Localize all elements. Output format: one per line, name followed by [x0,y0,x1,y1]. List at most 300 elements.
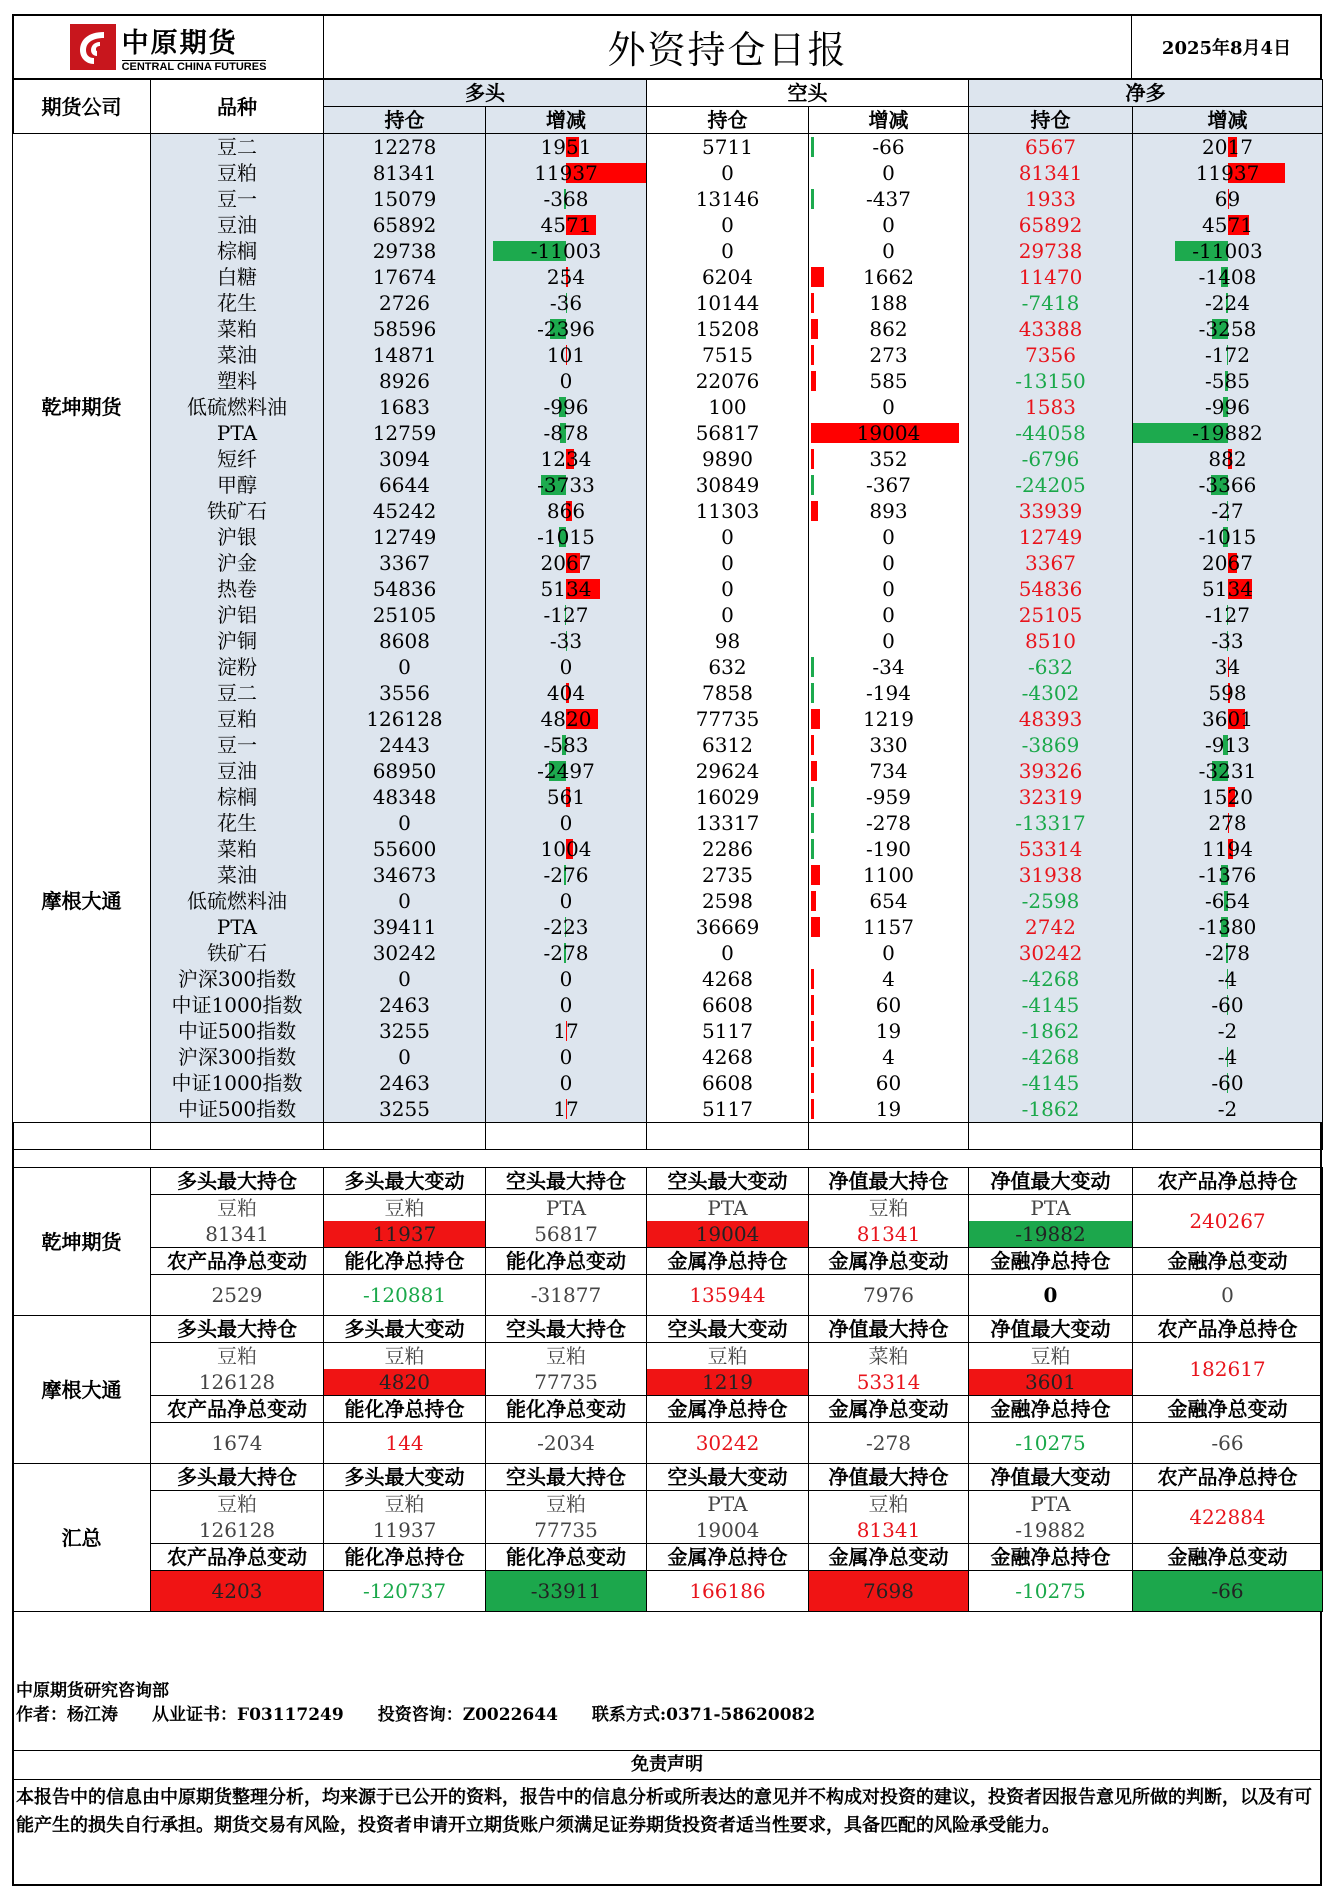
cell-short-hold: 11303 [647,498,809,524]
cell-sc [809,888,969,914]
cell-long-hold: 12759 [324,420,486,446]
table-row [13,368,1323,394]
summary-label-row [13,1168,1323,1195]
change-bar [811,995,814,1015]
table-row [13,732,1323,758]
cell-value: 69 [1214,187,1241,211]
cell-net-hold: 81341 [969,160,1133,186]
cell-long-hold: 3255 [324,1018,486,1044]
change-bar [811,709,820,729]
summary-label: 农产品净总持仓 [1133,1168,1323,1195]
cell-short-hold: 5117 [647,1096,809,1123]
change-bar [811,475,814,495]
cell-long-hold: 126128 [324,706,486,732]
cell-sc [809,524,969,550]
summary-bottom-value: -278 [809,1423,969,1464]
summary-label: 多头最大持仓 [151,1168,324,1195]
cell-lc [486,758,647,784]
cell-value: 34 [1214,655,1241,679]
cell-value: -959 [866,785,911,809]
summary-value: 53314 [809,1369,969,1396]
product-name: 中证500指数 [151,1018,324,1044]
summary-value: 19004 [647,1221,809,1248]
summary-label: 金融净总变动 [1133,1396,1323,1423]
cell-sc [809,836,969,862]
cell-nc [1133,264,1323,290]
cell-sc [809,680,969,706]
product-name: 花生 [151,290,324,316]
summary-bottom-value: -31877 [486,1275,647,1316]
cell-value: 188 [869,291,908,315]
summary-value: 3601 [969,1369,1133,1396]
cell-nc [1133,160,1323,186]
table-row [13,550,1323,576]
cell-sc [809,732,969,758]
cell-value: 0 [559,369,573,393]
company-name: 乾坤期货 [13,134,151,681]
summary-table [12,1167,1323,1612]
summary-value: 56817 [486,1221,647,1248]
cell-short-hold: 5711 [647,134,809,161]
summary-bottom-value: -10275 [969,1571,1133,1612]
cell-value: 0 [882,941,895,965]
cell-value: -996 [1205,395,1250,419]
summary-value: 11937 [324,1517,486,1544]
cell-long-hold: 2463 [324,1070,486,1096]
product-name: 热卷 [151,576,324,602]
summary-bottom-value: -66 [1133,1423,1323,1464]
cell-value: 101 [546,343,586,367]
cell-long-hold: 12749 [324,524,486,550]
cell-sc [809,1044,969,1070]
cell-long-hold: 54836 [324,576,486,602]
cell-value: -1376 [1198,863,1257,887]
cell-sc [809,914,969,940]
cell-value: -60 [1211,993,1244,1017]
cell-net-hold: 7356 [969,342,1133,368]
cell-short-hold: 13146 [647,186,809,212]
cell-value: -36 [549,291,583,315]
cell-short-hold: 0 [647,238,809,264]
summary-label: 能化净总变动 [486,1544,647,1571]
cell-net-hold: -1862 [969,1018,1133,1044]
table-row [13,446,1323,472]
summary-bottom-value: 0 [1133,1275,1323,1316]
logo-english: CENTRAL CHINA FUTURES [121,60,267,73]
summary-label: 净值最大持仓 [809,1316,969,1343]
summary-value: 4820 [324,1369,486,1396]
summary-bottom-value: 135944 [647,1275,809,1316]
cell-long-hold: 65892 [324,212,486,238]
cell-nc [1133,186,1323,212]
cell-value: 4 [882,1045,895,1069]
summary-product: PTA [647,1195,809,1222]
summary-bottom-value: -33911 [486,1571,647,1612]
cell-short-hold: 5117 [647,1018,809,1044]
change-bar [811,501,818,521]
product-name: 淀粉 [151,654,324,680]
cell-nc [1133,784,1323,810]
summary-label: 能化净总持仓 [324,1396,486,1423]
summary-value: 126128 [151,1517,324,1544]
summary-label: 多头最大持仓 [151,1464,324,1491]
cell-net-hold: 39326 [969,758,1133,784]
table-row [13,654,1323,680]
cell-lc [486,472,647,498]
cell-lc [486,160,647,186]
company-logo [70,21,267,73]
cell-net-hold: -4145 [969,1070,1133,1096]
cell-value: -1380 [1198,915,1257,939]
summary-label: 多头最大变动 [324,1316,486,1343]
cell-value: -2497 [537,759,595,783]
cell-value: 654 [869,889,908,913]
cell-value: 734 [869,759,908,783]
cell-sc [809,966,969,992]
cell-long-hold: 45242 [324,498,486,524]
cell-sc [809,368,969,394]
summary-label: 净值最大变动 [969,1168,1133,1195]
cell-value: -1015 [537,525,595,549]
cell-long-hold: 15079 [324,186,486,212]
summary-label: 金融净总持仓 [969,1248,1133,1275]
cell-value: -654 [1205,889,1250,913]
cell-net-hold: 43388 [969,316,1133,342]
table-row [13,498,1323,524]
cell-value: 5134 [540,577,592,601]
summary-label: 金属净总变动 [809,1396,969,1423]
summary-label: 多头最大变动 [324,1168,486,1195]
table-row [13,784,1323,810]
logo-mark-icon [70,24,116,70]
cell-value: 0 [882,213,895,237]
cell-long-hold: 3367 [324,550,486,576]
product-name: 塑料 [151,368,324,394]
cell-value: -276 [543,863,589,887]
cell-net-hold: 48393 [969,706,1133,732]
col-company: 期货公司 [13,80,151,134]
cell-lc [486,862,647,888]
product-name: 白糖 [151,264,324,290]
cell-value: -367 [866,473,911,497]
cell-lc [486,992,647,1018]
summary-label: 多头最大变动 [324,1464,486,1491]
cell-value: -1408 [1198,265,1257,289]
cell-value: 17 [553,1019,579,1043]
table-row [13,602,1323,628]
table-row [13,472,1323,498]
product-name: 低硫燃料油 [151,888,324,914]
cell-sc [809,420,969,446]
cell-value: 254 [546,265,586,289]
logo-cell [12,14,324,79]
summary-label: 金融净总变动 [1133,1544,1323,1571]
cell-value: 1662 [863,265,914,289]
summary-label-row [13,1396,1323,1423]
cell-value: -4 [1217,1045,1238,1069]
col-net-change: 增减 [1133,107,1323,134]
company-name: 摩根大通 [13,680,151,1123]
summary-bottom-value: -10275 [969,1423,1133,1464]
cell-value: 866 [546,499,586,523]
cell-sc [809,238,969,264]
cell-sc [809,394,969,420]
summary-product: 豆粕 [151,1491,324,1518]
summary-label: 金融净总持仓 [969,1396,1133,1423]
cell-net-hold: 25105 [969,602,1133,628]
cell-net-hold: 6567 [969,134,1133,161]
summary-label: 空头最大持仓 [486,1316,647,1343]
summary-label: 净值最大持仓 [809,1464,969,1491]
cell-long-hold: 48348 [324,784,486,810]
product-name: 沪金 [151,550,324,576]
cell-lc [486,316,647,342]
table-row [13,212,1323,238]
table-row [13,1018,1323,1044]
logo-chinese: 中原期货 [121,27,238,59]
product-name: 棕榈 [151,784,324,810]
cell-long-hold: 25105 [324,602,486,628]
cell-lc [486,368,647,394]
cell-long-hold: 0 [324,810,486,836]
author-info: 作者：杨江涛 从业证书：F03117249 投资咨询：Z0022644 联系方式:0371-58620082 [16,1705,816,1725]
cell-short-hold: 16029 [647,784,809,810]
summary-value: -19882 [969,1517,1133,1544]
cell-net-hold: 1583 [969,394,1133,420]
cell-lc [486,550,647,576]
summary-bottom-value: 144 [324,1423,486,1464]
cell-value: -11003 [1192,239,1263,263]
summary-product-row [13,1491,1323,1518]
cell-net-hold: 32319 [969,784,1133,810]
cell-short-hold: 4268 [647,966,809,992]
cell-value: 60 [875,993,902,1017]
cell-lc [486,134,647,161]
cell-short-hold: 29624 [647,758,809,784]
summary-value-row [13,1221,1323,1248]
table-row [13,290,1323,316]
change-bar [811,345,814,365]
cell-value: 0 [559,811,573,835]
cell-lc [486,836,647,862]
cell-net-hold: 53314 [969,836,1133,862]
department: 中原期货研究咨询部 [16,1681,169,1701]
product-name: PTA [151,420,324,446]
cell-value: 0 [882,629,895,653]
cell-short-hold: 0 [647,550,809,576]
cell-short-hold: 2286 [647,836,809,862]
cell-value: -3733 [537,473,595,497]
cell-lc [486,784,647,810]
cell-value: 0 [882,551,895,575]
cell-value: 1004 [540,837,592,861]
summary-agri-net: 182617 [1133,1343,1323,1396]
cell-value: 60 [875,1071,902,1095]
cell-value: -437 [866,187,911,211]
cell-net-hold: -2598 [969,888,1133,914]
cell-short-hold: 6608 [647,992,809,1018]
summary-value: 11937 [324,1221,486,1248]
cell-long-hold: 14871 [324,342,486,368]
change-bar [811,865,820,885]
cell-nc [1133,810,1323,836]
cell-lc [486,732,647,758]
summary-product: 豆粕 [969,1343,1133,1370]
cell-nc [1133,680,1323,706]
summary-value: 1219 [647,1369,809,1396]
product-name: 铁矿石 [151,498,324,524]
summary-bottom-value: 1674 [151,1423,324,1464]
cell-lc [486,342,647,368]
cell-sc [809,186,969,212]
cell-sc [809,160,969,186]
cell-value: 1951 [540,135,592,159]
cell-lc [486,1070,647,1096]
product-name: 中证500指数 [151,1096,324,1123]
table-row [13,524,1323,550]
cell-lc [486,394,647,420]
cell-value: 0 [882,395,895,419]
summary-product: 豆粕 [647,1343,809,1370]
cell-nc [1133,498,1323,524]
cell-nc [1133,732,1323,758]
cell-net-hold: -4145 [969,992,1133,1018]
cell-short-hold: 100 [647,394,809,420]
cell-short-hold: 30849 [647,472,809,498]
cell-long-hold: 3556 [324,680,486,706]
summary-product: 豆粕 [809,1195,969,1222]
cell-lc [486,1044,647,1070]
summary-label: 金属净总持仓 [647,1396,809,1423]
table-row [13,264,1323,290]
change-bar [811,891,816,911]
cell-value: -3258 [1198,317,1257,341]
summary-product: PTA [647,1491,809,1518]
col-net-hold: 持仓 [969,107,1133,134]
summary-bottom-value: -120737 [324,1571,486,1612]
cell-short-hold: 36669 [647,914,809,940]
product-name: 沪银 [151,524,324,550]
summary-product-row [13,1343,1323,1370]
summary-product: 豆粕 [151,1195,324,1222]
summary-value: 81341 [151,1221,324,1248]
cell-long-hold: 29738 [324,238,486,264]
product-name: 豆一 [151,186,324,212]
cell-value: -194 [866,681,911,705]
summary-label: 空头最大变动 [647,1316,809,1343]
cell-value: 3601 [1202,707,1253,731]
product-name: 菜粕 [151,836,324,862]
summary-bottom-value: 166186 [647,1571,809,1612]
summary-label-row [13,1544,1323,1571]
cell-short-hold: 0 [647,940,809,966]
summary-product: PTA [969,1195,1133,1222]
cell-lc [486,446,647,472]
table-row [13,862,1323,888]
summary-label: 金属净总变动 [809,1248,969,1275]
cell-value: 561 [546,785,586,809]
cell-lc [486,420,647,446]
summary-label: 金属净总变动 [809,1544,969,1571]
cell-value: 0 [882,603,895,627]
cell-value: -27 [1211,499,1244,523]
cell-value: 4571 [1202,213,1253,237]
cell-nc [1133,472,1323,498]
cell-value: 4820 [540,707,592,731]
summary-label: 金融净总持仓 [969,1544,1133,1571]
cell-sc [809,654,969,680]
cell-net-hold: -6796 [969,446,1133,472]
cell-lc [486,212,647,238]
cell-short-hold: 6608 [647,1070,809,1096]
change-bar [811,319,818,339]
cell-lc [486,810,647,836]
summary-label: 金属净总持仓 [647,1248,809,1275]
summary-label-row [13,1248,1323,1275]
table-row [13,186,1323,212]
cell-sc [809,446,969,472]
cell-value: -583 [543,733,589,757]
cell-value: 0 [882,239,895,263]
summary-value: -19882 [969,1221,1133,1248]
table-row [13,1044,1323,1070]
summary-value: 19004 [647,1517,809,1544]
cell-short-hold: 0 [647,160,809,186]
cell-value: 0 [882,577,895,601]
summary-value: 77735 [486,1517,647,1544]
table-row [13,1070,1323,1096]
cell-value: 1194 [1202,837,1253,861]
cell-nc [1133,758,1323,784]
cell-sc [809,1096,969,1123]
product-name: 豆二 [151,134,324,161]
summary-bottom-value: 2529 [151,1275,324,1316]
cell-sc [809,992,969,1018]
cell-sc [809,472,969,498]
summary-label: 空头最大持仓 [486,1464,647,1491]
table-row [13,134,1323,161]
change-bar [811,813,814,833]
cell-short-hold: 0 [647,602,809,628]
cell-lc [486,602,647,628]
cell-net-hold: 8510 [969,628,1133,654]
cell-long-hold: 3094 [324,446,486,472]
cell-value: -190 [866,837,911,861]
cell-lc [486,1018,647,1044]
cell-net-hold: 54836 [969,576,1133,602]
cell-value: 862 [869,317,908,341]
cell-nc [1133,368,1323,394]
product-name: PTA [151,914,324,940]
change-bar [811,1099,814,1119]
cell-value: 19004 [856,421,921,445]
cell-value: -127 [543,603,589,627]
cell-nc [1133,420,1323,446]
summary-value: 126128 [151,1369,324,1396]
cell-long-hold: 12278 [324,134,486,161]
change-bar [811,293,814,313]
cell-net-hold: -44058 [969,420,1133,446]
cell-value: -278 [866,811,911,835]
cell-net-hold: 3367 [969,550,1133,576]
cell-sc [809,1018,969,1044]
product-name: 菜油 [151,862,324,888]
cell-short-hold: 6204 [647,264,809,290]
cell-sc [809,342,969,368]
cell-value: -33 [1211,629,1244,653]
spacer-row [13,1123,1323,1150]
cell-net-hold: -632 [969,654,1133,680]
